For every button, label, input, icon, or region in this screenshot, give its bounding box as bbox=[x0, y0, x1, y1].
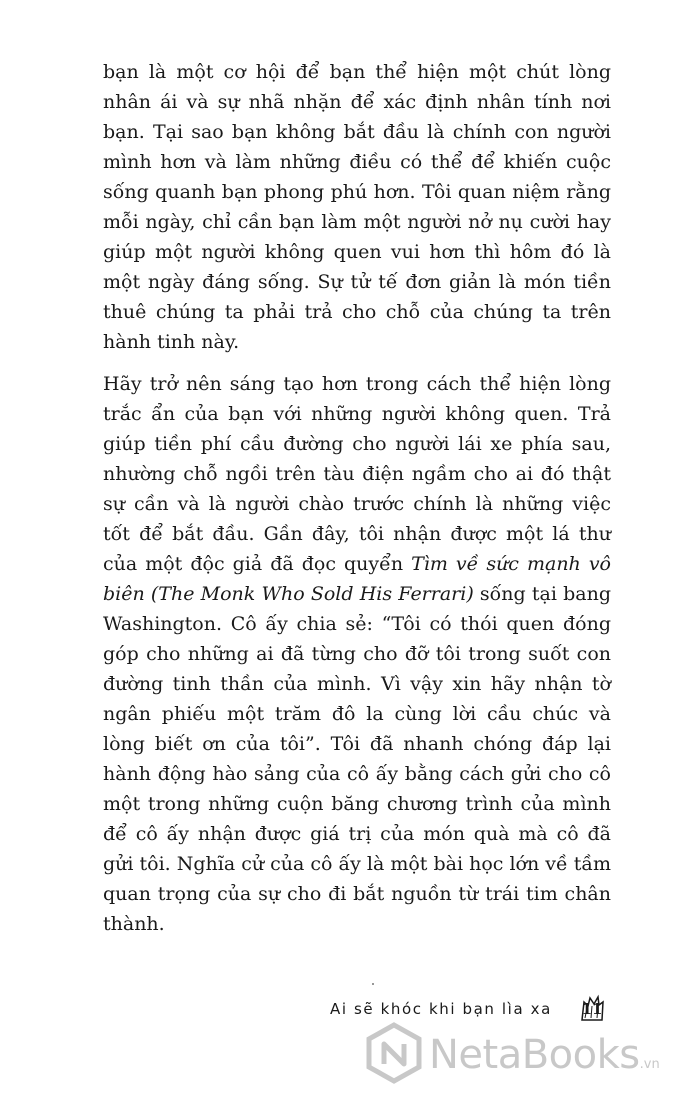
watermark-suffix: .vn bbox=[639, 1057, 660, 1072]
body-text bbox=[103, 57, 611, 939]
print-speck bbox=[372, 983, 374, 985]
book-title-italic: Tìm về sức mạnh vô biên (The Monk Who Sold His Ferrari) bbox=[103, 553, 611, 605]
paragraph-2 bbox=[103, 369, 611, 939]
watermark bbox=[365, 1018, 695, 1096]
watermark-brand: NetaBooks bbox=[429, 1032, 640, 1078]
page-number-label: 11 bbox=[581, 1000, 603, 1018]
paragraph-1 bbox=[103, 57, 611, 357]
paragraph-2-text-a: Hãy trở nên sáng tạo hơn trong cách thể hiện lòng trắc ẩn của bạn với những người không quen. Trả giúp tiền phí cầu đường cho người lái xe phía sau, nhường chỗ ngồi trên tàu điện ngầm cho ai đó thật sự cần và là người chào trước chính là những việc tốt để bắt đầu. Gần đây, tôi nhận được một lá thư của một độc giả đã đọc quyển bbox=[103, 373, 611, 575]
netabooks-logo-icon bbox=[365, 1022, 423, 1084]
running-title: Ai sẽ khóc khi bạn lìa xa bbox=[330, 1000, 552, 1018]
paragraph-1-text: bạn là một cơ hội để bạn thể hiện một chút lòng nhân ái và sự nhã nhặn để xác định nhân tính nơi bạn. Tại sao bạn không bắt đầu là chính con người mình hơn và làm những điều có thể để khiến cuộc sống quanh bạn phong phú hơn. Tôi quan niệm rằng mỗi ngày, chỉ cần bạn làm một người nở nụ cười hay giúp một người không quen vui hơn thì hôm đó là một ngày đáng sống. Sự tử tế đơn giản là món tiền thuê chúng ta phải trả cho chỗ của chúng ta trên hành tinh này. bbox=[103, 61, 611, 353]
watermark-text bbox=[429, 1032, 660, 1078]
paragraph-2-text-b: sống tại bang Washington. Cô ấy chia sẻ: “Tôi có thói quen đóng góp cho những ai đã từng cho đỡ tôi trong suốt con đường tinh thần của mình. Vì vậy xin hãy nhận tờ ngân phiếu một trăm đô la cùng lời cầu chúc và lòng biết ơn của tôi”. Tôi đã nhanh chóng đáp lại hành động hào sảng của cô ấy bằng cách gửi cho cô một trong những cuộn băng chương trình của mình để cô ấy nhận được giá trị của món quà mà cô đã gửi tôi. Nghĩa cử của cô ấy là một bài học lớn về tầm quan trọng của sự cho đi bắt nguồn từ trái tim chân thành. bbox=[103, 583, 611, 935]
